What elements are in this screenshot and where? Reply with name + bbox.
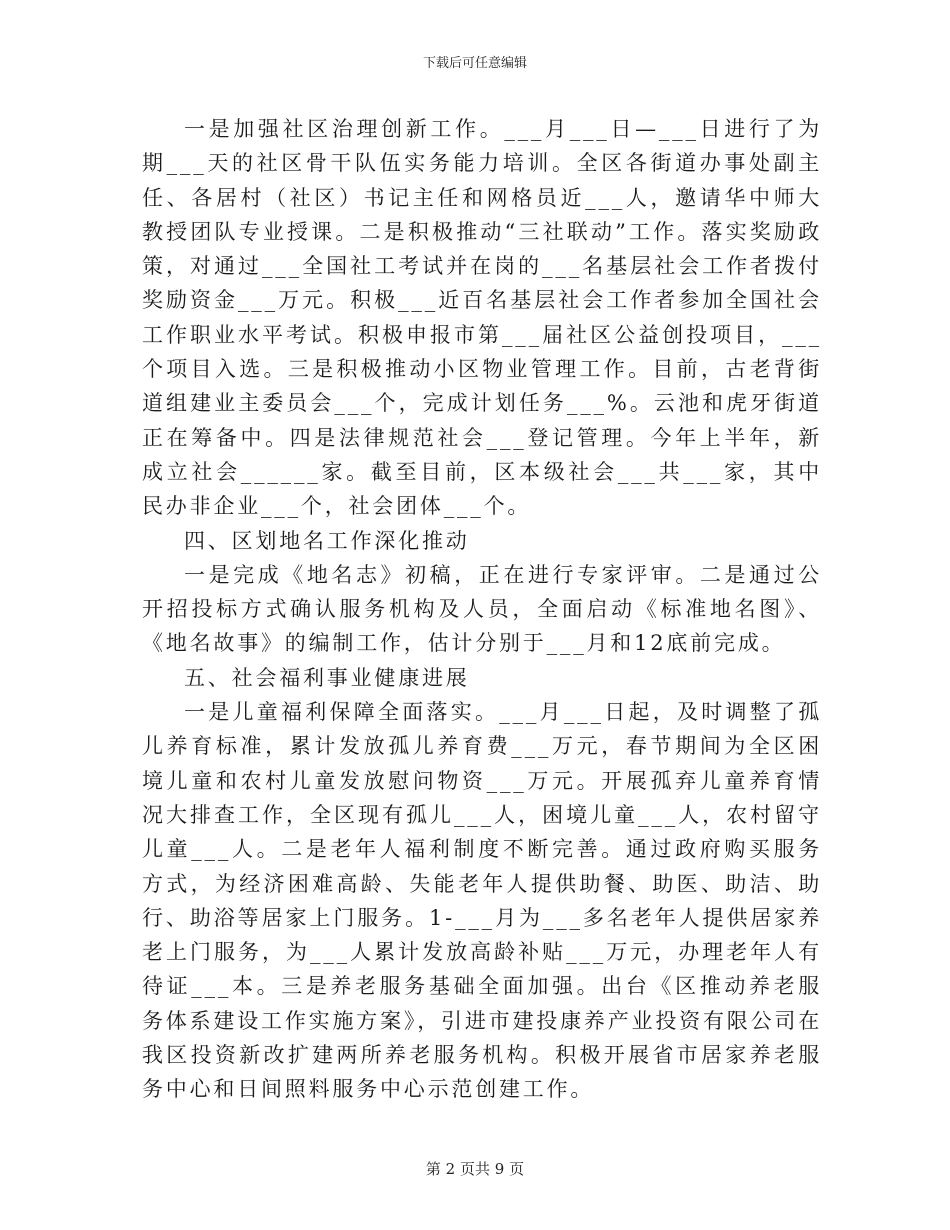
page-number-footer: 第 2 页共 9 页 (425, 1160, 525, 1178)
paragraph-social-welfare: 一是儿童福利保障全面落实。___月___日起，及时调整了孤儿养育标准，累计发放孤儿养育费___万元，春节期间为全区困境儿童和农村儿童发放慰问物资___万元。开展孤弃儿童养育情况大排查工作，全区现有孤儿___人，困境儿童___人，农村留守儿童___人。二是老年人福利制度不断完善。通过政府购买服务方式，为经济困难高龄、失能老年人提供助餐、助医、助洁、助行、助浴等居家上门服务。1-___月为___多名老年人提供居家养老上门服务，为___人累计发放高龄补贴___万元，办理老年人有待证___本。三是养老服务基础全面加强。出台《区推动养老服务体系建设工作实施方案》，引进市建投康养产业投资有限公司在我区投资新改扩建两所养老服务机构。积极开展省市居家养老服务中心和日间照料服务中心示范创建工作。 (142, 700, 822, 1102)
document-body (142, 112, 822, 1107)
paragraph-community-governance: 一是加强社区治理创新工作。___月___日—___日进行了为期___天的社区骨干队伍实务能力培训。全区各街道办事处副主任、各居村（社区）书记主任和网格员近___人，邀请华中师大教授团队专业授课。二是积极推动“三社联动”工作。落实奖励政策，对通过___全国社工考试并在岗的___名基层社会工作者拨付奖励资金___万元。积极___近百名基层社会工作者参加全国社会工作职业水平考试。积极申报市第___届社区公益创投项目，___个项目入选。三是积极推动小区物业管理工作。目前，古老背街道组建业主委员会___个，完成计划任务___%。云池和虎牙街道正在筹备中。四是法律规范社会___登记管理。今年上半年，新成立社会______家。截至目前，区本级社会___共___家，其中民办非企业___个，社会团体___个。 (142, 117, 822, 519)
section-heading-social-welfare: 五、社会福利事业健康进展 (184, 665, 470, 690)
page-header: 下载后可任意编辑 (422, 56, 527, 71)
paragraph-place-names: 一是完成《地名志》初稿，正在进行专家评审。二是通过公开招投标方式确认服务机构及人员，全面启动《标准地名图》、《地名故事》的编制工作，估计分别于___月和12底前完成。 (142, 562, 822, 656)
section-heading-place-names: 四、区划地名工作深化推动 (184, 528, 470, 553)
